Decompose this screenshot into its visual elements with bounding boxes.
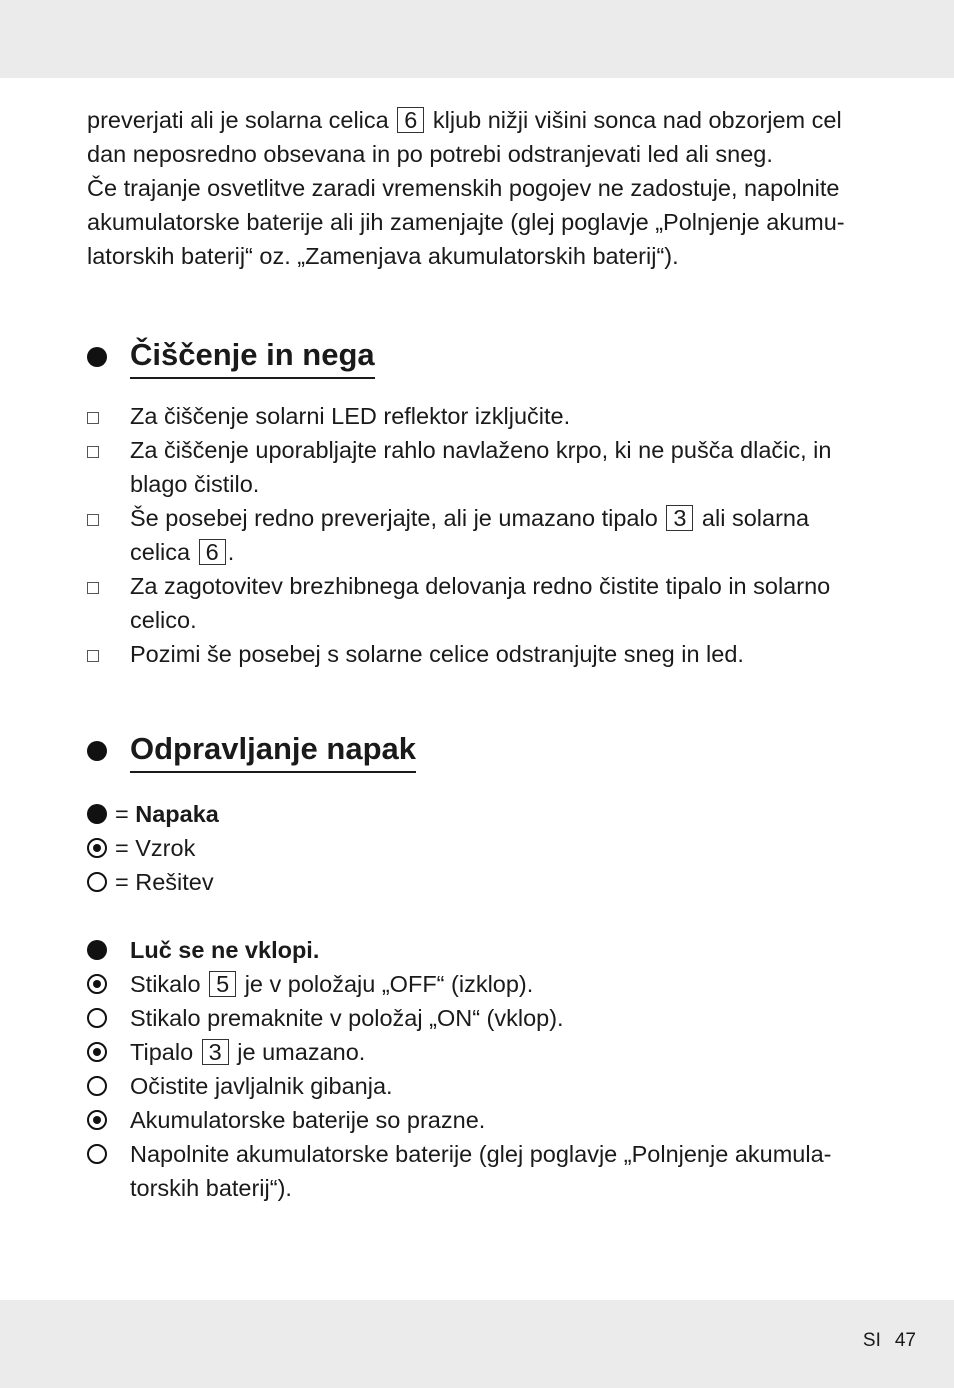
cause-icon <box>87 1110 107 1130</box>
intro-text <box>87 103 867 273</box>
reference-number: 6 <box>199 539 226 565</box>
cleaning-section <box>87 335 867 671</box>
cause-icon <box>87 974 107 994</box>
checkbox-square-icon <box>87 412 99 424</box>
page-content <box>87 103 867 1205</box>
solution-icon <box>87 1144 107 1164</box>
intro-text-a: preverjati ali je solarna celica <box>87 107 389 133</box>
checkbox-square-icon <box>87 514 99 526</box>
cause-row: Tipalo 3 je umazano. <box>87 1035 867 1069</box>
troubleshooting-section <box>87 729 867 1205</box>
cause-icon <box>87 838 107 858</box>
cause-row: Stikalo 5 je v položaju „OFF“ (izklop). <box>87 967 867 1001</box>
list-item: Pozimi še posebej s solarne celice odstranjujte sneg in led. <box>87 637 867 671</box>
intro-paragraph-1 <box>87 103 867 171</box>
list-item: Za čiščenje uporabljajte rahlo navlaženo krpo, ki ne pušča dlačic, in blago čistilo. <box>87 433 867 501</box>
reference-number: 5 <box>209 971 236 997</box>
checkbox-square-icon <box>87 446 99 458</box>
reference-number: 3 <box>666 505 693 531</box>
cleaning-list <box>87 399 867 671</box>
legend-solution: = Rešitev <box>87 865 867 899</box>
fault-icon <box>87 804 107 824</box>
list-item: Za zagotovitev brezhibnega delovanja redno čistite tipalo in solarno celico. <box>87 569 867 637</box>
legend-cause: = Vzrok <box>87 831 867 865</box>
symbol-legend <box>87 797 867 899</box>
list-item: Še posebej redno preverjajte, ali je umazano tipalo 3 ali solarna celica 6 . <box>87 501 867 569</box>
solution-icon <box>87 1076 107 1096</box>
intro-text-b: kljub nižji višini sonca nad obzorjem cel dan neposredno obsevana in po potrebi odstranjevati led ali sneg. <box>87 107 842 167</box>
cause-icon <box>87 1042 107 1062</box>
language-code: SI <box>862 1330 881 1351</box>
cause-row: Akumulatorske baterije so prazne. <box>87 1103 867 1137</box>
page-number: 47 <box>894 1330 916 1351</box>
solution-row: Napolnite akumulatorske baterije (glej poglavje „Polnjenje akumula-torskih baterij“). <box>87 1137 867 1205</box>
intro-paragraph-2: Če trajanje osvetlitve zaradi vremenskih pogojev ne zadostuje, napolnite akumulatorske baterije ali jih zamenjajte (glej poglavje „Polnjenje akumu-latorskih baterij“ oz. „Zamenjava akumulatorskih baterij“). <box>87 175 845 269</box>
heading-bullet-icon <box>87 741 107 761</box>
troubleshooting-list <box>87 933 867 1205</box>
page-footer <box>849 1330 916 1352</box>
fault-icon <box>87 940 107 960</box>
reference-number: 3 <box>202 1039 229 1065</box>
problem-row: Luč se ne vklopi. <box>87 933 867 967</box>
list-item: Za čiščenje solarni LED reflektor izključite. <box>87 399 867 433</box>
solution-row: Očistite javljalnik gibanja. <box>87 1069 867 1103</box>
checkbox-square-icon <box>87 650 99 662</box>
section-title-troubleshooting: Odpravljanje napak <box>130 729 416 773</box>
section-title-cleaning: Čiščenje in nega <box>130 335 375 379</box>
solution-icon <box>87 1008 107 1028</box>
checkbox-square-icon <box>87 582 99 594</box>
top-band <box>0 0 954 78</box>
reference-number: 6 <box>397 107 424 133</box>
heading-bullet-icon <box>87 347 107 367</box>
legend-fault: = Napaka <box>87 797 867 831</box>
bottom-band <box>0 1300 954 1388</box>
solution-icon <box>87 872 107 892</box>
solution-row: Stikalo premaknite v položaj „ON“ (vklop). <box>87 1001 867 1035</box>
